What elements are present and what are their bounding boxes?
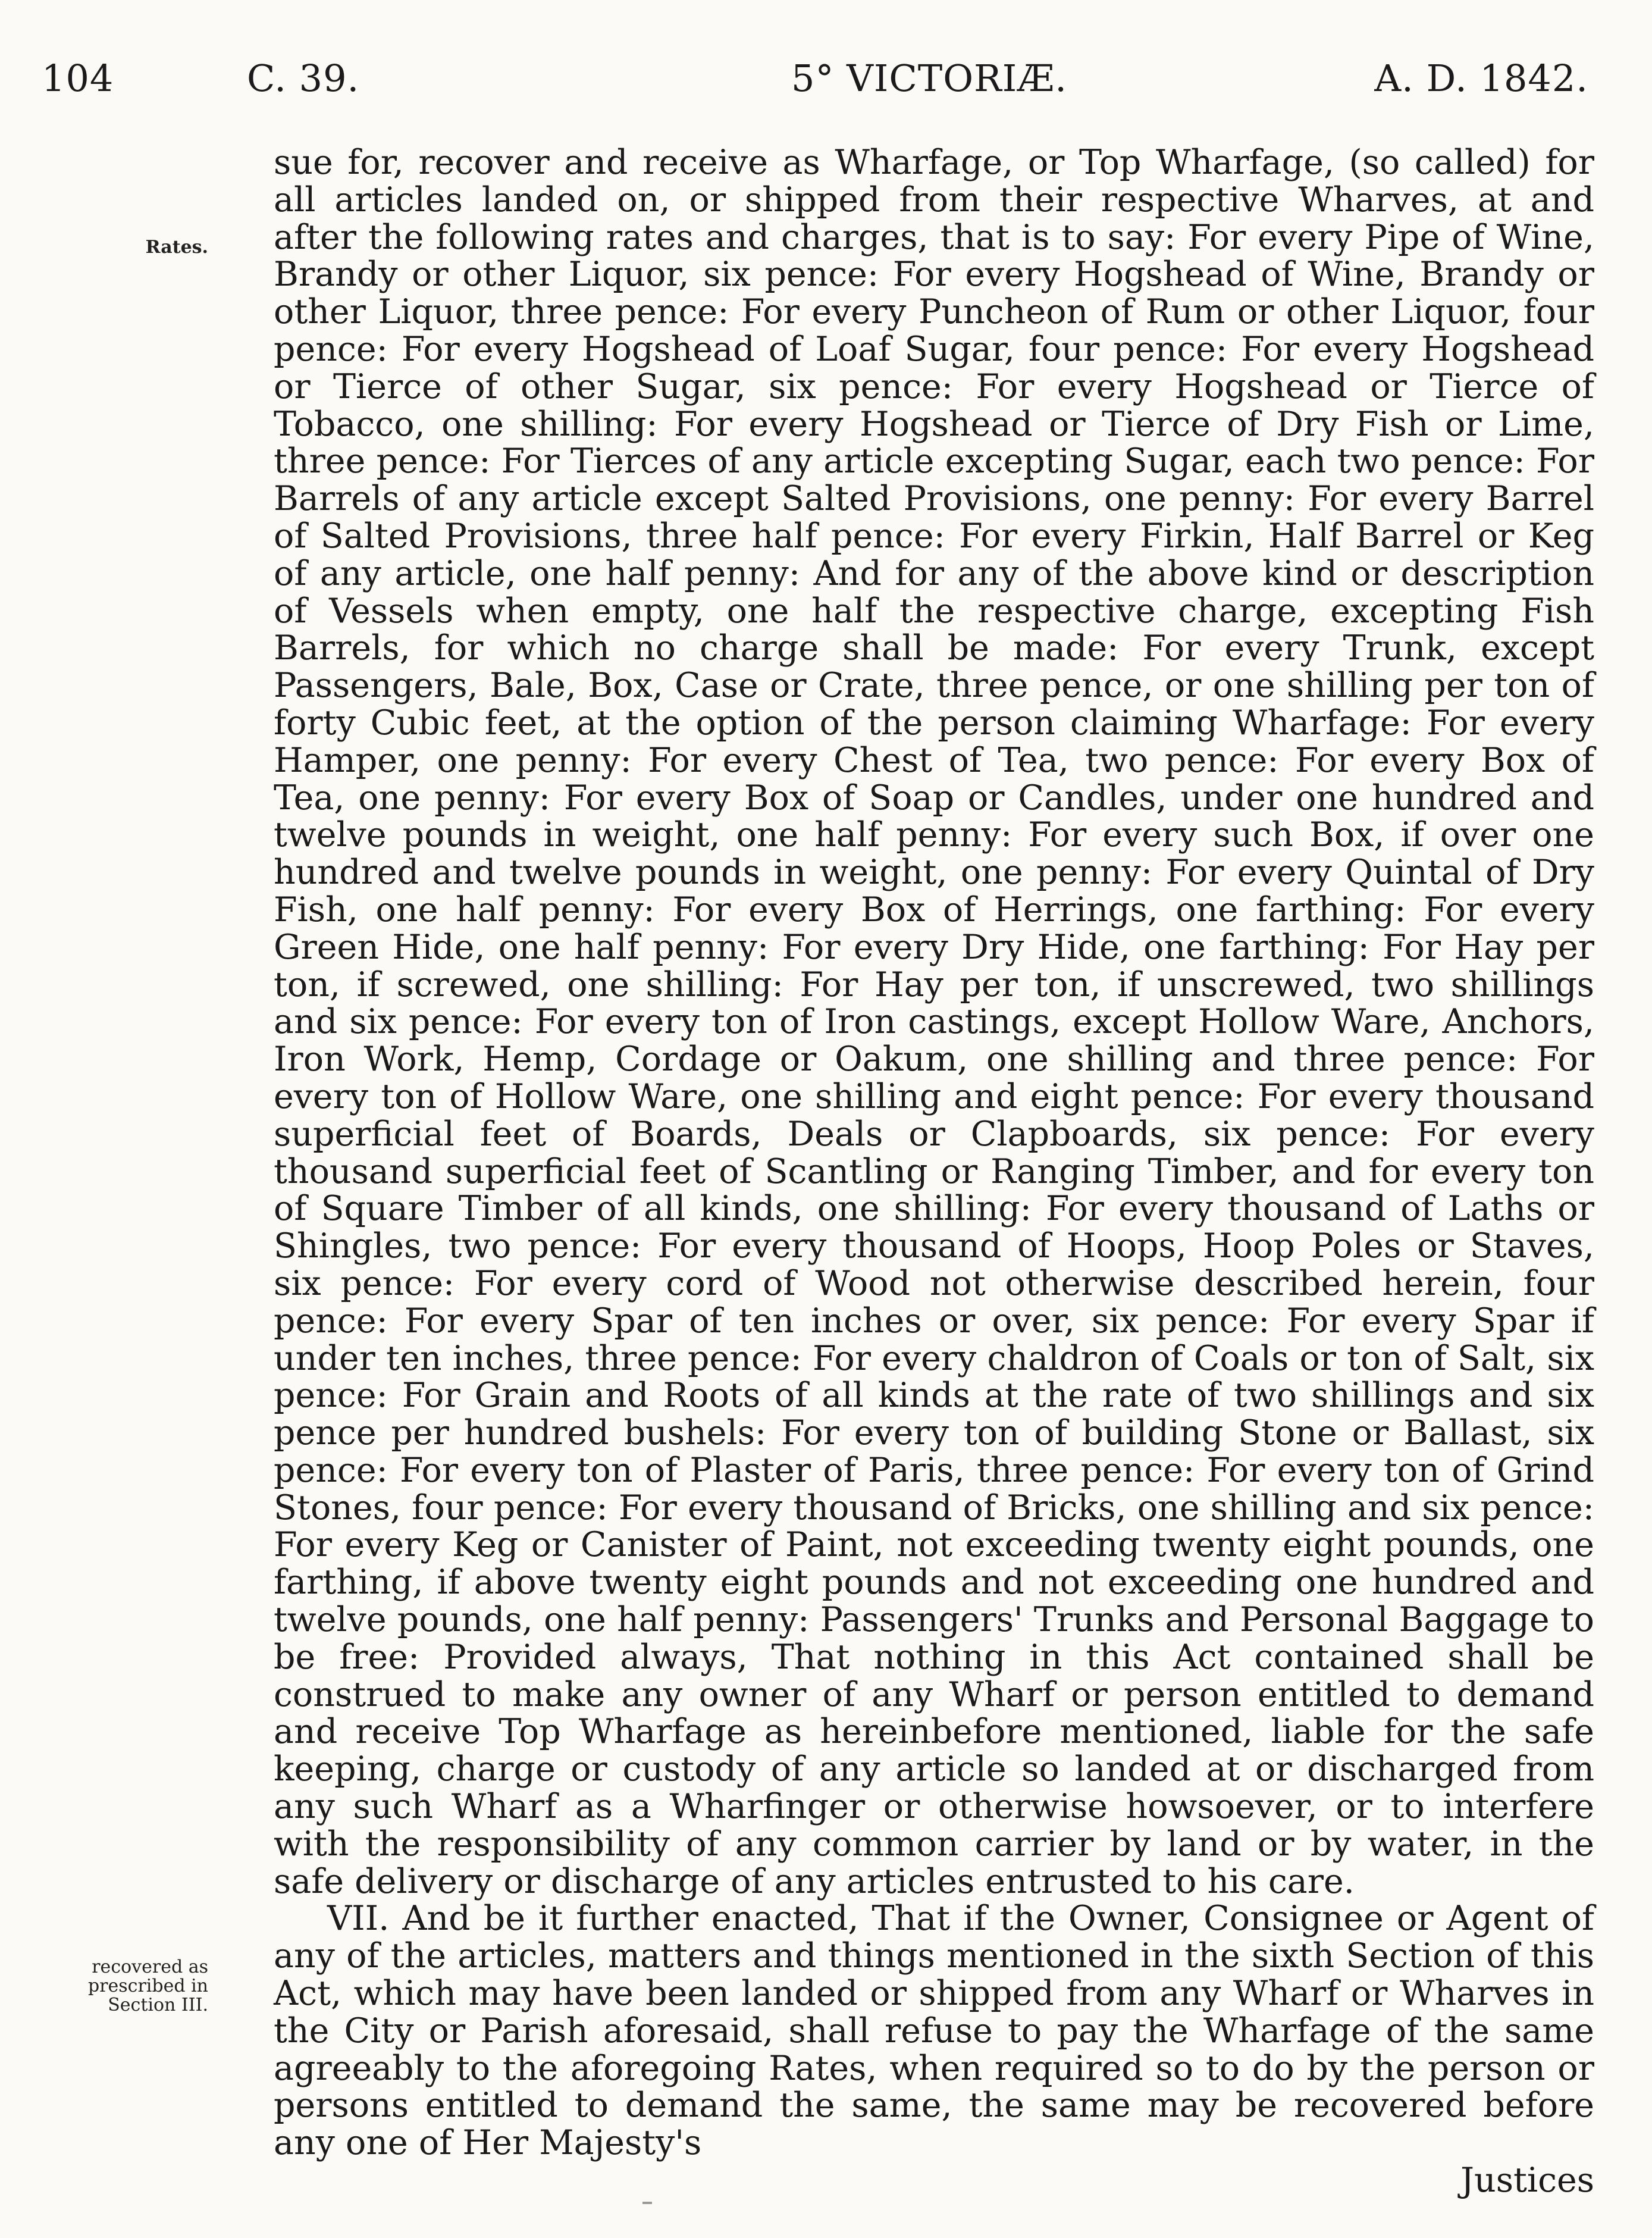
paragraph-rates: sue for, recover and receive as Wharfage, or Top Wharfage, (so called) for all articles landed on, or shipped from their respective Wharves, at and after the following rates and charges, that is to say: For every Pipe of Wine, Brandy or other Liquor, six pence: For every Hogshead of Wine, Brandy or other Liquor, three pence: For every Puncheon of Rum or other Liquor, four pence: For every Hogshead of Loaf Sugar, four pence: For every Hogshead or Tierce of other Sugar, six pence: For every Hogshead or Tierce of Tobacco, one shilling: For every Hogshead or Tierce of Dry Fish or Lime, three pence: For Tierces of any article excepting Sugar, each two pence: For Barrels of any article except Salted Provisions, one penny: For every Barrel of Salted Provisions, three half pence: For every Firkin, Half Barrel or Keg of any article, one half penny: And for any of the above kind or description of Vessels when empty, one half the respective charge, excepting Fish Barrels, for which no charge shall be made: For every Trunk, except Passengers, Bale, Box, Case or Crate, three pence, or one shilling per ton of forty Cubic feet, at the option of the person claiming Wharfage: For every Hamper, one penny: For every Chest of Tea, two pence: For every Box of Tea, one penny: For every Box of Soap or Candles, under one hundred and twelve pounds in weight, one half penny: For every such Box, if over one hundred and twelve pounds in weight, one penny: For every Quintal of Dry Fish, one half penny: For every Box of Herrings, one farthing: For every Green Hide, one half penny: For every Dry Hide, one farthing: For Hay per ton, if screwed, one shilling: For Hay per ton, if unscrewed, two shillings and six pence: For every ton of Iron castings, except Hollow Ware, Anchors, Iron Work, Hemp, Cordage or Oakum, one shilling and three pence: For every ton of Hollow Ware, one shilling and eight pence: For every thousand superficial feet of Boards, Deals or Clapboards, six pence: For every thousand superficial feet of Scantling or Ranging Timber, and for every ton of Square Timber of all kinds, one shilling: For every thousand of Laths or Shingles, two pence: For every thousand of Hoops, Hoop Poles or Staves, six pence: For every cord of Wood not otherwise described herein, four pence: For every Spar of ten inches or over, six pence: For every Spar if under ten inches, three pence: For every chaldron of Coals or ton of Salt, six pence: For Grain and Roots of all kinds at the rate of two shillings and six pence per hundred bushels: For every ton of building Stone or Ballast, six pence: For every ton of Plaster of Paris, three pence: For every ton of Grind Stones, four pence: For every thousand of Bricks, one shilling and six pence: For every Keg or Canister of Paint, not exceeding twenty eight pounds, one farthing, if above twenty eight pounds and not exceeding one hundred and twelve pounds, one half penny: Passengers' Trunks and Personal Baggage to be free: Provided always, That nothing in this Act contained shall be construed to make any owner of any Wharf or person entitled to demand and receive Top Wharfage as hereinbefore mentioned, liable for the safe keeping, charge or custody of any article so landed at or discharged from any such Wharf as a Wharfinger or otherwise howsoever, or to interfere with the responsibility of any common carrier by land or by water, in the safe delivery or discharge of any articles entrusted to his care. [274, 143, 1594, 1901]
chapter-number: C. 39. [247, 57, 360, 100]
paragraph-section-vii: VII. And be it further enacted, That if the Owner, Consignee or Agent of any of the articles, matters and things mentioned in the sixth Section of this Act, which may have been landed or shipped from any Wharf or Wharves in the City or Parish aforesaid, shall refuse to pay the Wharfage of the same agreeably to the aforegoing Rates, when required so to do by the person or persons entitled to demand the same, the same may be recovered before any one of Her Majesty's [274, 1899, 1594, 2163]
page-number: 104 [42, 57, 114, 100]
running-header [42, 57, 1588, 110]
margin-note-recovered: recovered as prescribed in Section III. [87, 1957, 208, 2015]
regnal-year: 5° VICTORIÆ. [791, 57, 1067, 100]
catchword: Justices [1460, 2161, 1594, 2201]
margin-note-rates: Rates. [145, 237, 208, 258]
document-body [274, 144, 1594, 2199]
calendar-year: A. D. 1842. [1374, 57, 1588, 100]
print-speck [642, 2202, 652, 2204]
